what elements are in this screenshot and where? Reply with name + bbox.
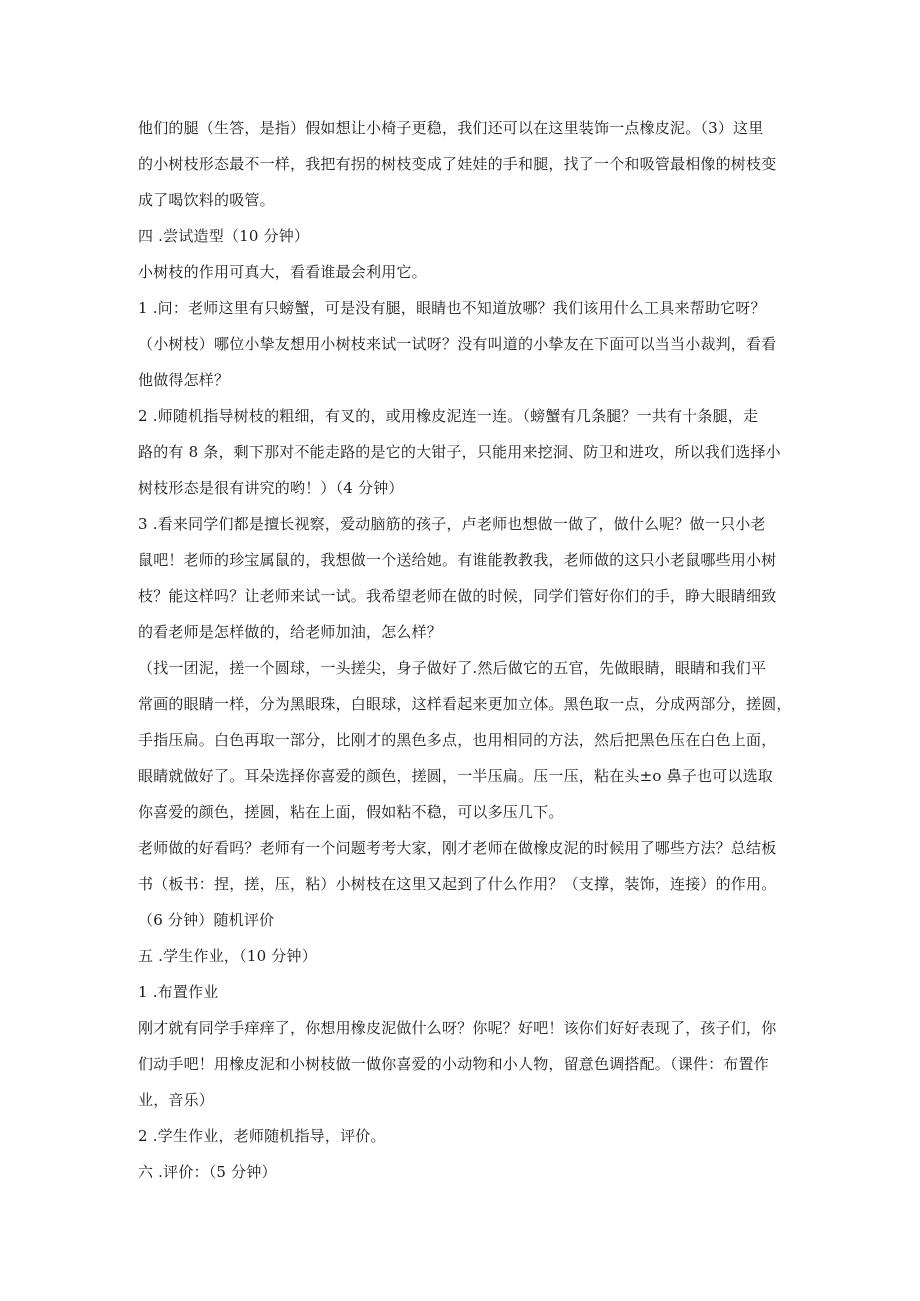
text-line: 的看老师是怎样做的，给老师加油，怎么样？ <box>138 623 443 641</box>
text-line: 们动手吧！用橡皮泥和小树枝做一做你喜爱的小动物和小人物，留意色调搭配。（课件：布置作 <box>138 1055 769 1073</box>
text-line: （找一团泥，搓一个圆球，一头搓尖，身子做好了.然后做它的五官，先做眼睛，眼睛和我们平 <box>138 659 767 677</box>
text-line: 他做得怎样？ <box>138 371 230 389</box>
text-line: 手指压扁。白色再取一部分，比刚才的黑色多点，也用相同的方法，然后把黑色压在白色上面， <box>138 731 777 749</box>
text-line: （6 分钟）随机评价 <box>138 911 275 929</box>
text-line: 树枝形态是很有讲究的哟！）（4 分钟） <box>138 479 404 497</box>
section-heading: 五 .学生作业，（10 分钟） <box>138 947 317 965</box>
text-line: 你喜爱的颜色，搓圆，粘在上面，假如粘不稳，可以多压几下。 <box>138 803 564 821</box>
text-line: （小树枝）哪位小挚友想用小树枝来试一试呀？没有叫道的小挚友在下面可以当当小裁判，看看 <box>138 335 777 353</box>
section-heading: 四 .尝试造型（10 分钟） <box>138 227 310 245</box>
text-line: 书（板书：捏，搓，压，粘）小树枝在这里又起到了什么作用？（支撑，装饰，连接）的作用。 <box>138 875 777 893</box>
text-line: 业，音乐） <box>138 1091 215 1109</box>
text-line: 眼睛就做好了。耳朵选择你喜爱的颜色，搓圆，一半压扁。压一压，粘在头±o 鼻子也可以选取 <box>138 767 773 785</box>
text-line: 1 .问：老师这里有只螃蟹，可是没有腿，眼睛也不知道放哪？我们该用什么工具来帮助它呀？ <box>138 299 766 317</box>
text-line: 刚才就有同学手痒痒了，你想用橡皮泥做什么呀？你呢？好吧！该你们好好表现了，孩子们，你 <box>138 1019 777 1037</box>
text-line: 他们的腿（生答，是指）假如想让小椅子更稳，我们还可以在这里装饰一点橡皮泥。（3）这里 <box>138 119 764 137</box>
text-line: 老师做的好看吗？老师有一个问题考考大家，刚才老师在做橡皮泥的时候用了哪些方法？总结板 <box>138 839 777 857</box>
text-line: 1 .布置作业 <box>138 983 219 1001</box>
text-line: 小树枝的作用可真大，看看谁最会利用它。 <box>138 263 427 281</box>
text-line: 枝？能这样吗？让老师来试一试。我希望老师在做的时候，同学们管好你们的手，睁大眼睛细致 <box>138 587 777 605</box>
text-line: 成了喝饮料的吸管。 <box>138 191 275 209</box>
text-line: 路的有 8 条，剩下那对不能走路的是它的大钳子，只能用来挖洞、防卫和进攻，所以我们选择小 <box>138 443 781 461</box>
text-line: 2 .师随机指导树枝的粗细，有叉的，或用橡皮泥连一连。（螃蟹有几条腿？一共有十条腿，走 <box>138 407 759 425</box>
text-line: 3 .看来同学们都是擅长视察，爱动脑筋的孩子，卢老师也想做一做了，做什么呢？做一只小老 <box>138 515 766 533</box>
text-line: 的小树枝形态最不一样，我把有拐的树枝变成了娃娃的手和腿，找了一个和吸管最相像的树枝变 <box>138 155 777 173</box>
text-line: 鼠吧！老师的珍宝属鼠的，我想做一个送给她。有谁能教教我，老师做的这只小老鼠哪些用小树 <box>138 551 777 569</box>
section-heading: 六 .评价：（5 分钟） <box>138 1163 277 1181</box>
document-page <box>138 112 798 1182</box>
text-line: 常画的眼睛一样，分为黑眼珠，白眼球，这样看起来更加立体。黑色取一点，分成两部分，搓圆， <box>138 695 792 713</box>
text-line: 2 .学生作业，老师随机指导，评价。 <box>138 1127 386 1145</box>
